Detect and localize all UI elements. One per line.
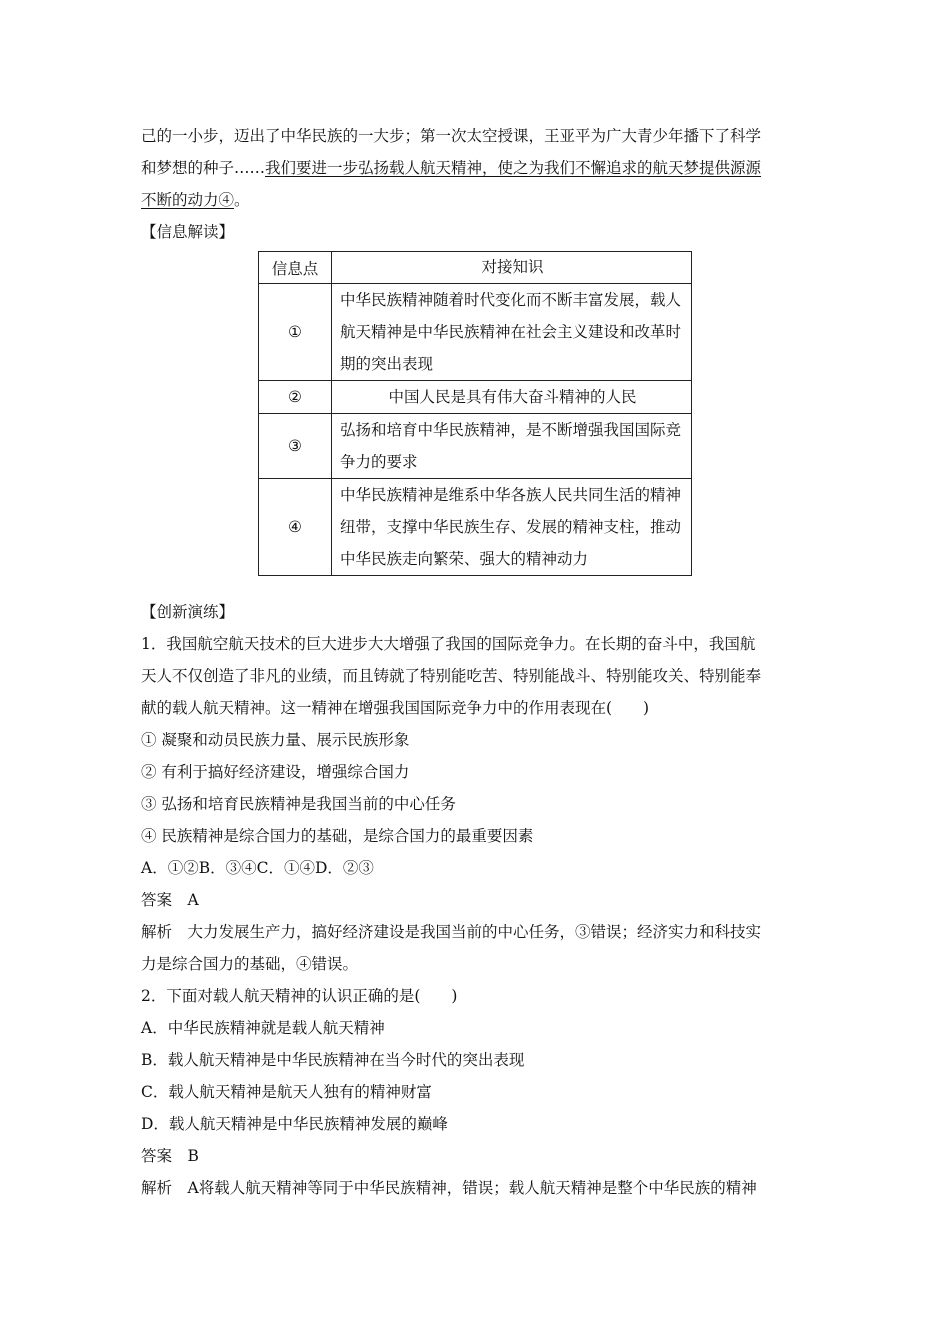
intro-line-1: 己的一小步，迈出了中华民族的一大步；第一次太空授课，王亚平为广大青少年播下了科学 <box>141 127 762 145</box>
q2-option-b: B．载人航天精神是中华民族精神在当今时代的突出表现 <box>141 1051 525 1069</box>
intro-line-2-text: 和梦想的种子…… <box>141 159 266 177</box>
info-heading: 【信息解读】 <box>141 223 235 241</box>
q2-analysis-line-1: 解析 A将载人航天精神等同于中华民族精神，错误；载人航天精神是整个中华民族的精神 <box>141 1179 757 1197</box>
row-point: ④ <box>259 479 332 576</box>
q2-option-c: C．载人航天精神是航天人独有的精神财富 <box>141 1083 432 1101</box>
header-knowledge: 对接知识 <box>332 252 692 284</box>
q1-choices: A．①②B．③④C．①④D．②③ <box>141 859 374 877</box>
q2-answer: 答案 B <box>141 1147 199 1165</box>
q1-option-3: ③ 弘扬和培育民族精神是我国当前的中心任务 <box>141 795 456 813</box>
row-point: ① <box>259 284 332 381</box>
q2-option-d: D．载人航天精神是中华民族精神发展的巅峰 <box>141 1115 448 1133</box>
q1-line-3: 献的载人航天精神。这一精神在增强我国国际竞争力中的作用表现在( ) <box>141 699 650 717</box>
practice-heading: 【创新演练】 <box>141 603 235 621</box>
row-knowledge: 弘扬和培育中华民族精神，是不断增强我国国际竞争力的要求 <box>332 414 692 479</box>
intro-line-3-underlined: 不断的动力④ <box>141 191 235 209</box>
info-table-header <box>259 252 692 284</box>
q2-option-a: A．中华民族精神就是载人航天精神 <box>141 1019 385 1037</box>
row-point: ③ <box>259 414 332 479</box>
intro-line-3-end: 。 <box>234 191 250 209</box>
intro-line-3 <box>141 189 250 211</box>
q1-analysis-line-1: 解析 大力发展生产力，搞好经济建设是我国当前的中心任务，③错误；经济实力和科技实 <box>141 923 762 941</box>
q2-stem: 2．下面对载人航天精神的认识正确的是( ) <box>141 987 458 1005</box>
row-point: ② <box>259 381 332 414</box>
q1-line-1: 1．我国航空航天技术的巨大进步大大增强了我国的国际竞争力。在长期的奋斗中，我国航 <box>141 635 756 653</box>
table-row <box>259 479 692 576</box>
info-table <box>258 251 692 576</box>
q1-option-4: ④ 民族精神是综合国力的基础，是综合国力的最重要因素 <box>141 827 534 845</box>
q1-analysis-line-2: 力是综合国力的基础，④错误。 <box>141 955 359 973</box>
intro-line-2 <box>141 157 761 179</box>
intro-line-2-underlined: 我们要进一步弘扬载人航天精神，使之为我们不懈追求的航天梦提供源源 <box>265 159 762 177</box>
row-knowledge: 中华民族精神是维系中华各族人民共同生活的精神纽带，支撑中华民族生存、发展的精神支柱，推动中华民族走向繁荣、强大的精神动力 <box>332 479 692 576</box>
q1-option-2: ② 有利于搞好经济建设，增强综合国力 <box>141 763 410 781</box>
header-info-point: 信息点 <box>259 252 332 284</box>
q1-line-2: 天人不仅创造了非凡的业绩，而且铸就了特别能吃苦、特别能战斗、特别能攻关、特别能奉 <box>141 667 762 685</box>
row-knowledge: 中华民族精神随着时代变化而不断丰富发展，载人航天精神是中华民族精神在社会主义建设和改革时期的突出表现 <box>332 284 692 381</box>
table-row <box>259 414 692 479</box>
q1-answer: 答案 A <box>141 891 199 909</box>
q1-option-1: ① 凝聚和动员民族力量、展示民族形象 <box>141 731 410 749</box>
row-knowledge: 中国人民是具有伟大奋斗精神的人民 <box>332 381 692 414</box>
table-row <box>259 284 692 381</box>
table-row <box>259 381 692 414</box>
